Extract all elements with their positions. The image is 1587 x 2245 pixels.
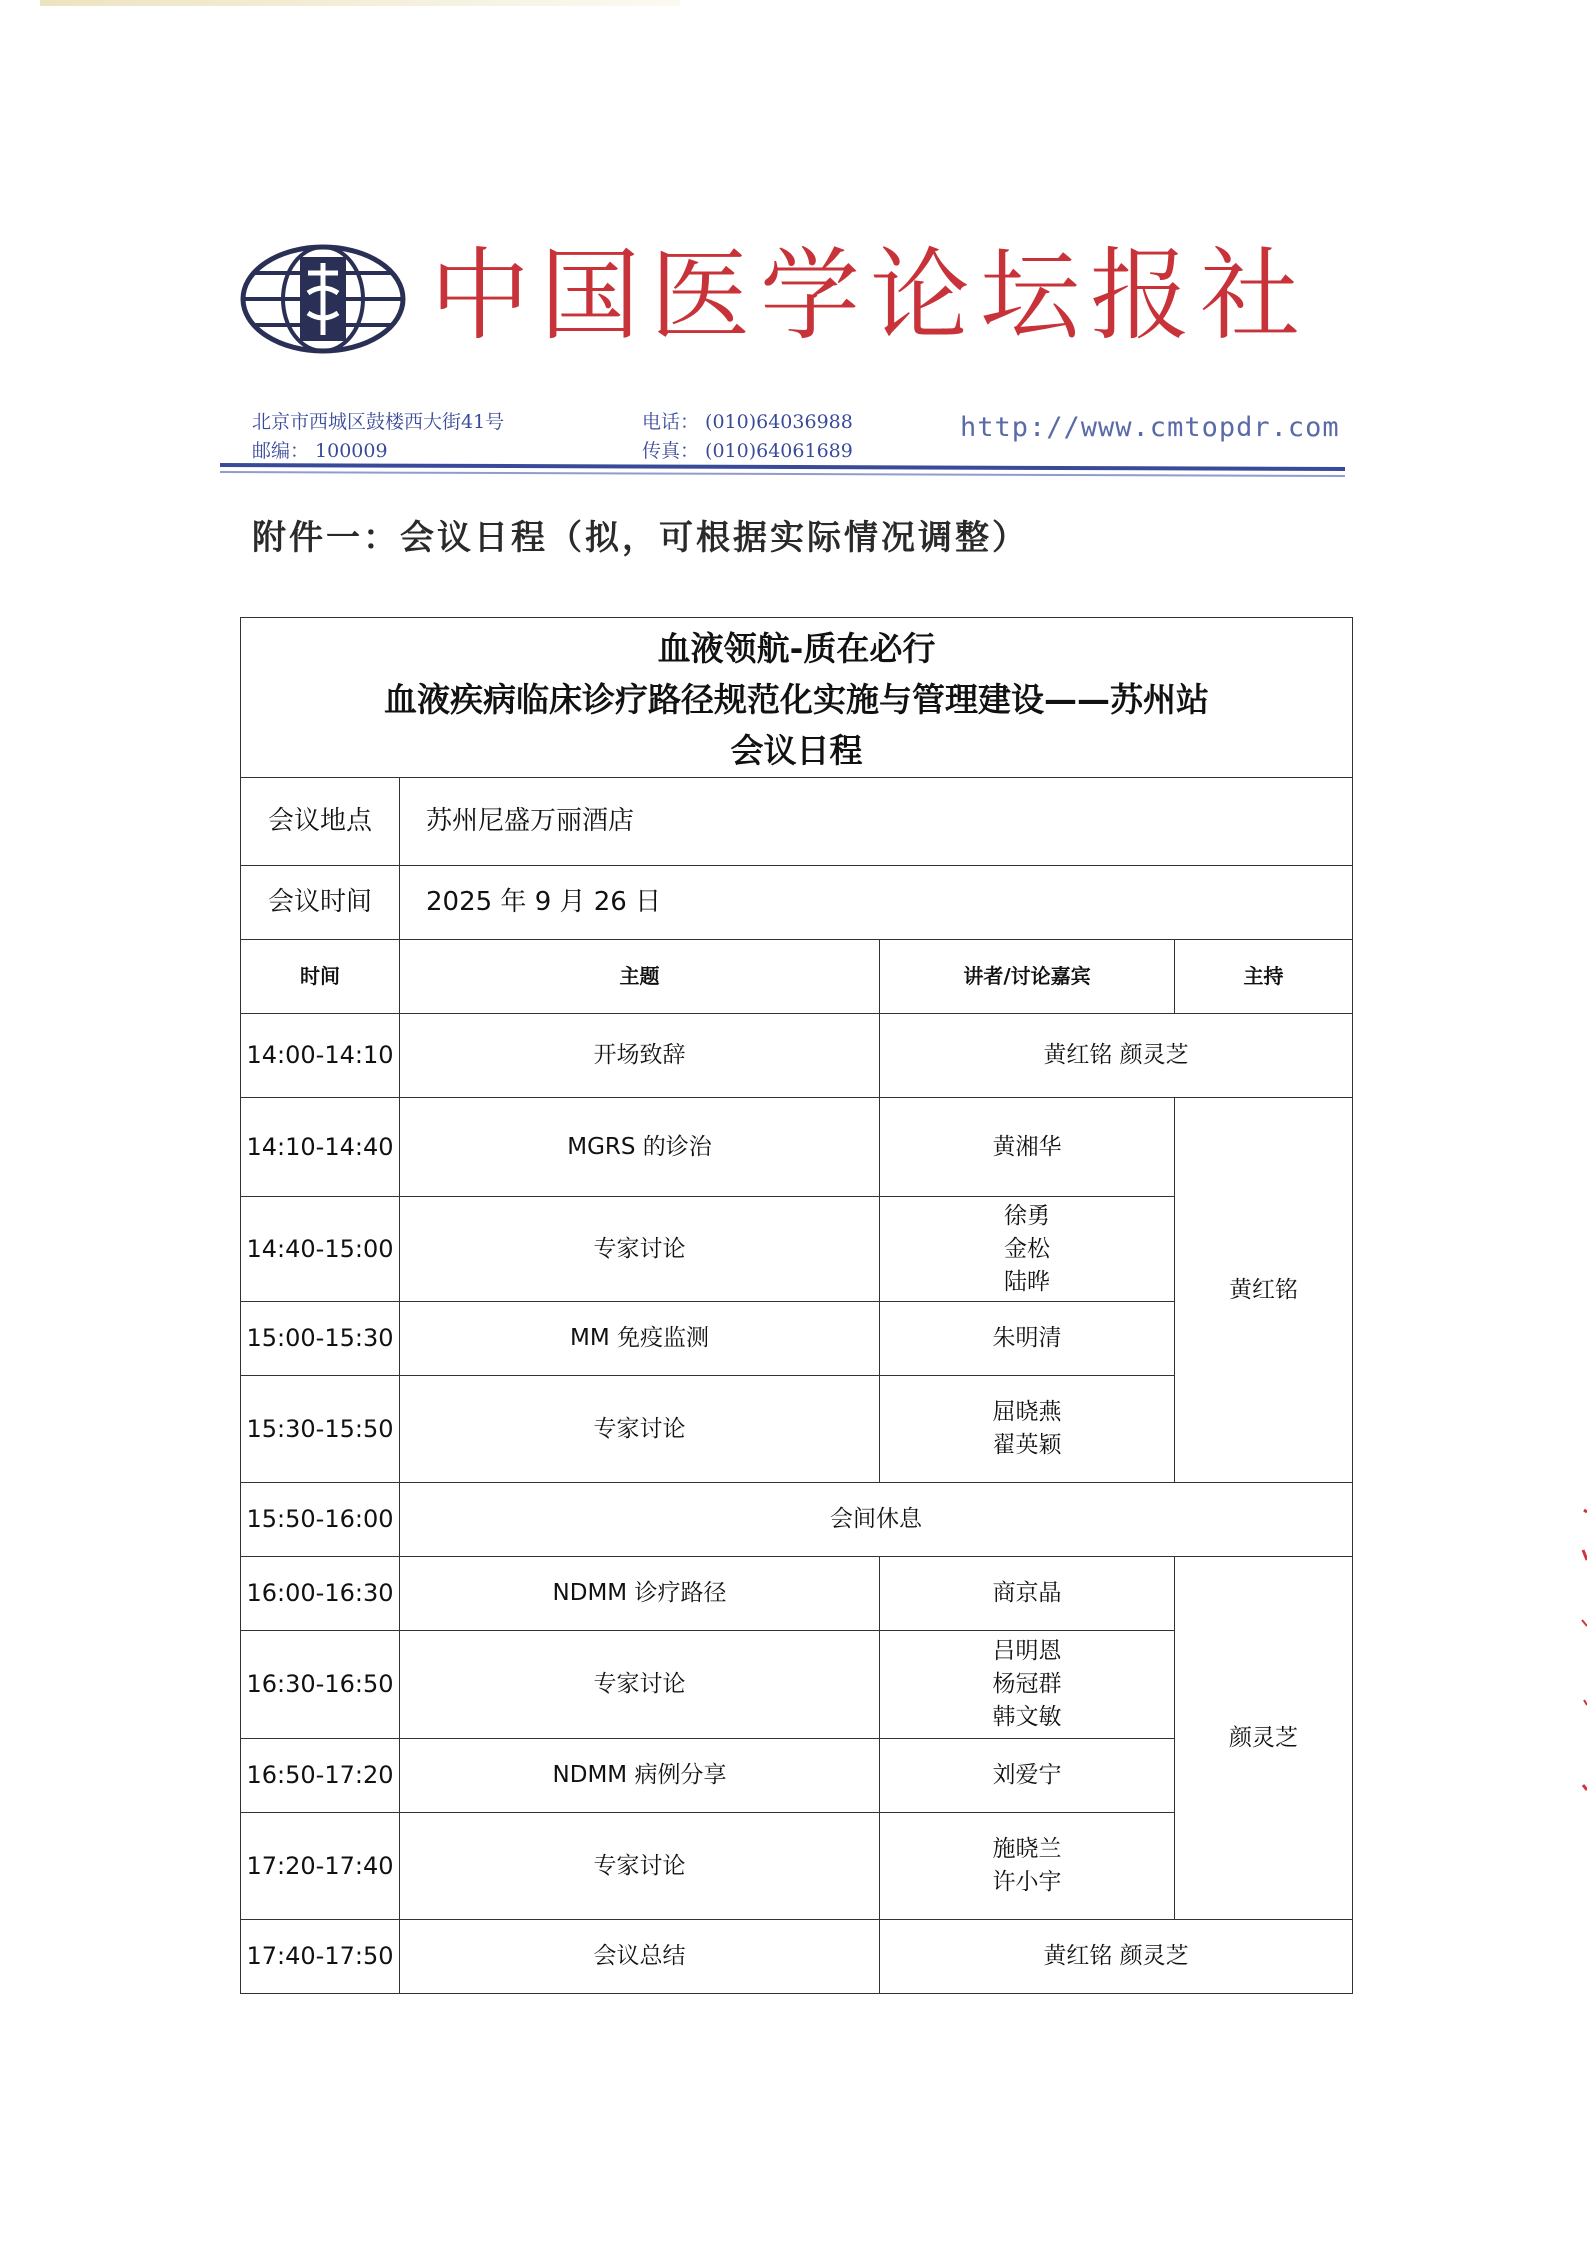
attachment-title: 附件一：会议日程（拟，可根据实际情况调整）	[252, 518, 1029, 558]
time-cell: 14:40-15:00	[241, 1197, 400, 1302]
globe-logo-icon	[240, 243, 406, 355]
speaker-name: 施晓兰	[992, 1836, 1062, 1862]
topic-cell: MM 免疫监测	[400, 1302, 880, 1376]
date-value: 2025 年 9 月 26 日	[400, 866, 1353, 940]
org-name-char: 中	[430, 237, 530, 354]
speaker-name: 杨冠群	[992, 1671, 1062, 1697]
postcode-text: 邮编： 100009	[252, 440, 388, 462]
seal-edge-marks	[1574, 1500, 1587, 1800]
time-cell: 14:00-14:10	[241, 1014, 400, 1098]
topic-cell: 专家讨论	[400, 1376, 880, 1483]
address-text: 北京市西城区鼓楼西大街41号	[252, 411, 505, 433]
host-cell: 颜灵芝	[1175, 1557, 1353, 1920]
org-name-char: 医	[650, 237, 750, 354]
speaker-cell: 黄红铭 颜灵芝	[880, 1920, 1353, 1994]
table-row	[241, 1483, 1353, 1557]
speaker-name: 徐勇	[1004, 1202, 1050, 1229]
schedule-table	[240, 617, 1353, 1994]
org-name-char: 论	[870, 237, 970, 354]
fax-text: 传真： (010)64061689	[642, 440, 853, 462]
address-block	[252, 408, 504, 466]
speaker-cell: 刘爱宁	[880, 1739, 1175, 1813]
speaker-name: 许小宇	[992, 1869, 1062, 1895]
host-cell: 黄红铭	[1175, 1098, 1353, 1483]
topic-cell: NDMM 病例分享	[400, 1739, 880, 1813]
speaker-name: 金松	[1004, 1235, 1050, 1262]
title-line: 会议日程	[730, 731, 863, 770]
title-line: 血液疾病临床诊疗路径规范化实施与管理建设——苏州站	[384, 680, 1209, 719]
date-label: 会议时间	[241, 866, 400, 940]
org-name-char: 学	[760, 237, 860, 354]
topic-cell: 专家讨论	[400, 1631, 880, 1739]
schedule-title	[241, 618, 1353, 778]
speaker-name: 翟英颖	[992, 1432, 1062, 1458]
time-cell: 14:10-14:40	[241, 1098, 400, 1197]
time-cell: 15:50-16:00	[241, 1483, 400, 1557]
org-name-char: 社	[1200, 237, 1300, 354]
header-topic: 主题	[400, 940, 880, 1014]
speaker-cell	[880, 1631, 1175, 1739]
phone-text: 电话： (010)64036988	[642, 411, 853, 433]
speaker-cell: 商京晶	[880, 1557, 1175, 1631]
topic-cell: 专家讨论	[400, 1813, 880, 1920]
header-speakers: 讲者/讨论嘉宾	[880, 940, 1175, 1014]
table-row	[241, 1920, 1353, 1994]
speaker-name: 韩文敏	[992, 1704, 1062, 1730]
speaker-cell	[880, 1197, 1175, 1302]
speaker-cell	[880, 1376, 1175, 1483]
topic-cell: MGRS 的诊治	[400, 1098, 880, 1197]
letterhead-divider-thin	[220, 471, 1345, 477]
header-time: 时间	[241, 940, 400, 1014]
speaker-cell: 黄红铭 颜灵芝	[880, 1014, 1353, 1098]
header-host: 主持	[1175, 940, 1353, 1014]
table-row	[241, 1557, 1353, 1631]
time-cell: 15:00-15:30	[241, 1302, 400, 1376]
topic-cell: 开场致辞	[400, 1014, 880, 1098]
speaker-name: 屈晓燕	[992, 1399, 1062, 1425]
time-cell: 16:00-16:30	[241, 1557, 400, 1631]
venue-value: 苏州尼盛万丽酒店	[400, 778, 1353, 866]
speaker-name: 陆晔	[1004, 1268, 1050, 1295]
org-name-char: 坛	[980, 237, 1080, 354]
letterhead-divider	[220, 463, 1345, 471]
topic-cell: NDMM 诊疗路径	[400, 1557, 880, 1631]
website-link[interactable]: http://www.cmtopdr.com	[960, 412, 1340, 443]
topic-cell: 会议总结	[400, 1920, 880, 1994]
speaker-name: 吕明恩	[992, 1638, 1062, 1664]
venue-label: 会议地点	[241, 778, 400, 866]
table-row	[241, 1014, 1353, 1098]
time-cell: 17:20-17:40	[241, 1813, 400, 1920]
org-name	[430, 236, 1300, 356]
org-name-char: 国	[540, 237, 640, 354]
topic-cell: 专家讨论	[400, 1197, 880, 1302]
speaker-cell: 黄湘华	[880, 1098, 1175, 1197]
contact-block	[642, 408, 853, 466]
break-cell: 会间休息	[400, 1483, 1353, 1557]
time-cell: 16:30-16:50	[241, 1631, 400, 1739]
time-cell: 16:50-17:20	[241, 1739, 400, 1813]
speaker-cell: 朱明清	[880, 1302, 1175, 1376]
time-cell: 17:40-17:50	[241, 1920, 400, 1994]
table-row	[241, 1098, 1353, 1197]
speaker-cell	[880, 1813, 1175, 1920]
time-cell: 15:30-15:50	[241, 1376, 400, 1483]
org-name-char: 报	[1090, 237, 1190, 354]
title-line: 血液领航-质在必行	[657, 629, 936, 668]
scan-smudge	[40, 0, 680, 6]
